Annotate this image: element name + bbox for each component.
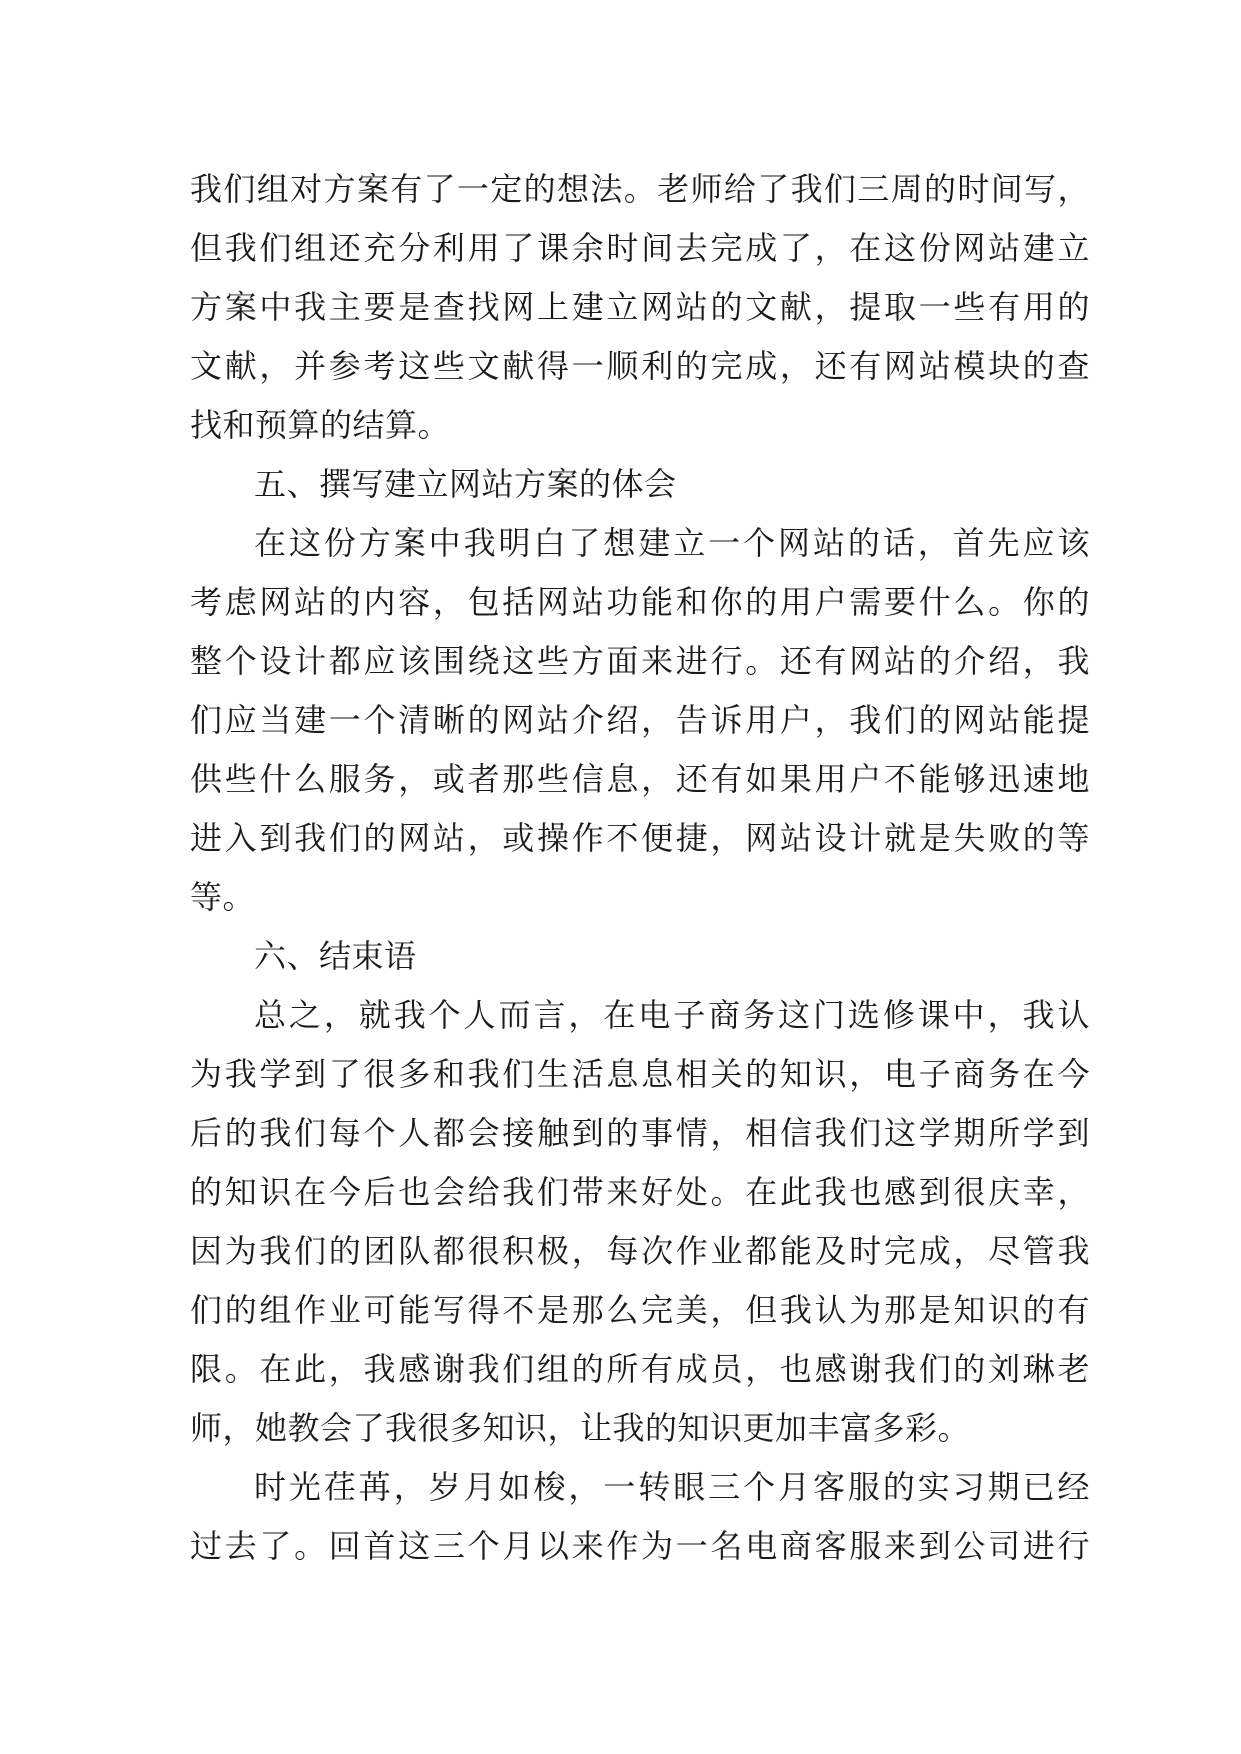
text-line: 但我们组还充分利用了课余时间去完成了，在这份网站建立 — [190, 229, 1090, 267]
text-line: 供些什么服务，或者那些信息，还有如果用户不能够迅速地 — [190, 760, 1090, 798]
document-body — [190, 160, 1090, 1576]
text-line: 考虑网站的内容，包括网站功能和你的用户需要什么。你的 — [190, 583, 1090, 621]
text-line: 时光荏苒，岁月如梭，一转眼三个月客服的实习期已经 — [254, 1468, 1090, 1506]
text-line: 整个设计都应该围绕这些方面来进行。还有网站的介绍，我 — [190, 642, 1090, 680]
text-line: 进入到我们的网站，或操作不便捷，网站设计就是失败的等 — [190, 819, 1090, 857]
text-line: 因为我们的团队都很积极，每次作业都能及时完成，尽管我 — [190, 1232, 1090, 1270]
text-line: 六、结束语 — [254, 937, 417, 975]
text-line: 的知识在今后也会给我们带来好处。在此我也感到很庆幸， — [190, 1173, 1090, 1211]
text-line: 找和预算的结算。 — [190, 406, 451, 444]
text-line: 限。在此，我感谢我们组的所有成员，也感谢我们的刘琳老 — [190, 1350, 1090, 1388]
text-line: 们的组作业可能写得不是那么完美，但我认为那是知识的有 — [190, 1291, 1090, 1329]
text-line: 五、撰写建立网站方案的体会 — [254, 465, 677, 503]
text-line: 为我学到了很多和我们生活息息相关的知识，电子商务在今 — [190, 1055, 1090, 1093]
text-line: 文献，并参考这些文献得一顺利的完成，还有网站模块的查 — [190, 347, 1090, 385]
text-line: 过去了。回首这三个月以来作为一名电商客服来到公司进行 — [190, 1527, 1090, 1565]
text-line: 师，她教会了我很多知识，让我的知识更加丰富多彩。 — [190, 1409, 971, 1447]
text-line: 方案中我主要是查找网上建立网站的文献，提取一些有用的 — [190, 288, 1090, 326]
text-line: 后的我们每个人都会接触到的事情，相信我们这学期所学到 — [190, 1114, 1090, 1152]
text-line: 总之，就我个人而言，在电子商务这门选修课中，我认 — [254, 996, 1090, 1034]
text-line: 等。 — [190, 878, 256, 916]
text-line: 在这份方案中我明白了想建立一个网站的话，首先应该 — [254, 524, 1090, 562]
text-line: 我们组对方案有了一定的想法。老师给了我们三周的时间写， — [190, 170, 1090, 208]
text-line: 们应当建一个清晰的网站介绍，告诉用户，我们的网站能提 — [190, 701, 1090, 739]
